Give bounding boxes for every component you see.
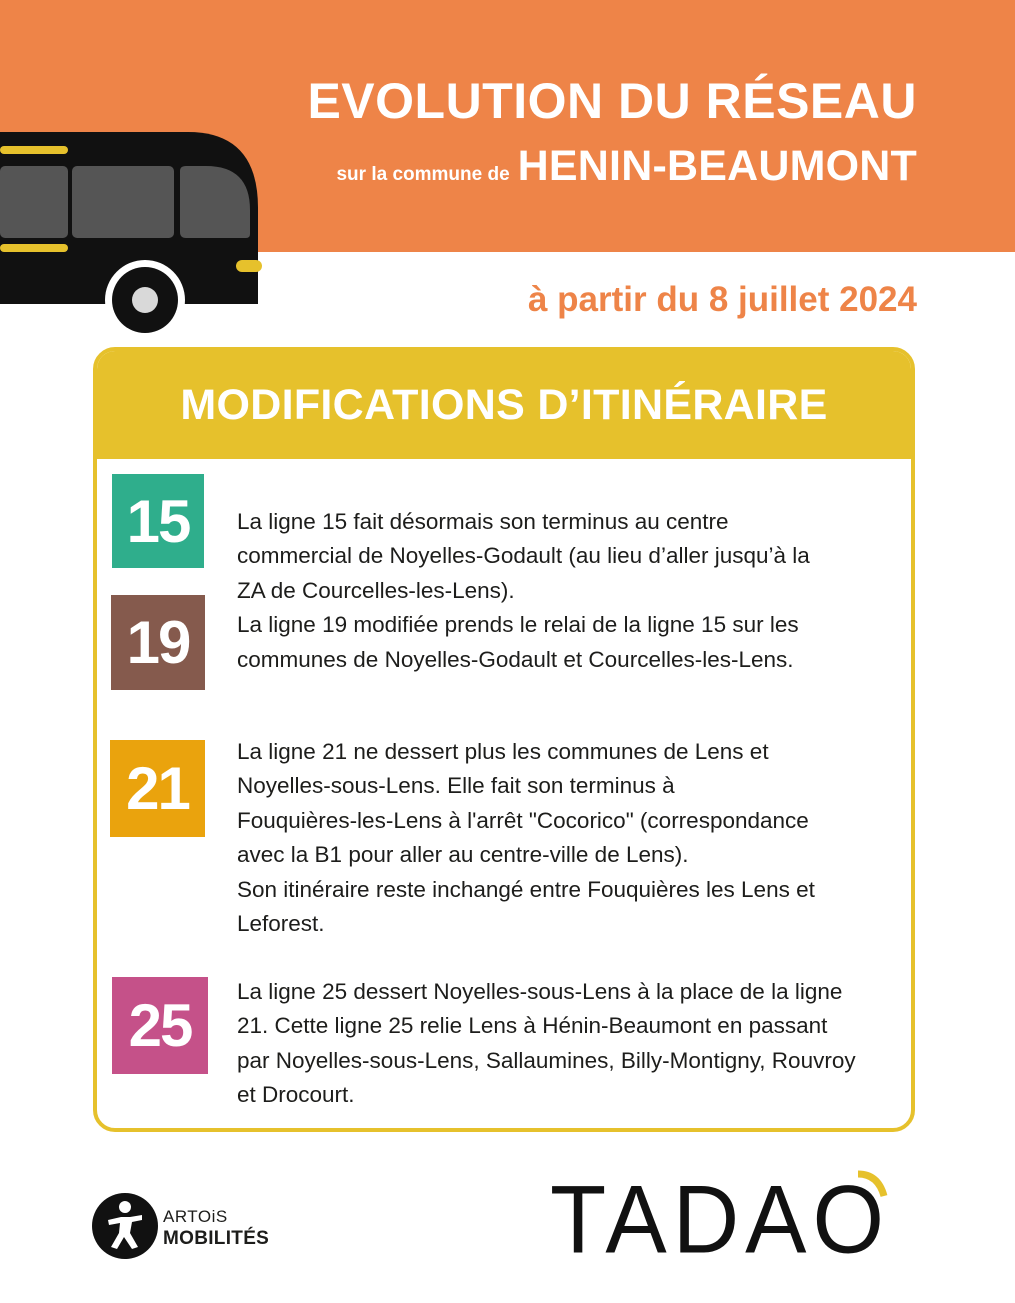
bus-icon <box>0 120 262 342</box>
page-title: EVOLUTION DU RÉSEAU <box>307 73 917 129</box>
paragraph-lines-15-19 <box>237 505 927 677</box>
text-line: avec la B1 pour aller au centre-ville de Lens). <box>237 842 689 868</box>
modifications-header <box>97 351 911 459</box>
mobilites-label: MOBILITÉS <box>163 1228 270 1249</box>
subtitle-prefix: sur la commune de <box>336 164 510 185</box>
text-line: La ligne 19 modifiée prends le relai de la ligne 15 sur les <box>237 612 799 638</box>
text-line: Son itinéraire reste inchangé entre Fouquières les Lens et <box>237 876 815 902</box>
line-number: 15 <box>126 487 190 555</box>
line-number: 19 <box>126 609 190 676</box>
paragraph-line-21 <box>237 735 927 941</box>
text-line: Fouquières-les-Lens à l'arrêt "Cocorico" (correspondance <box>237 807 809 833</box>
text-line: ZA de Courcelles-les-Lens). <box>237 577 515 603</box>
start-date: à partir du 8 juillet 2024 <box>527 280 917 319</box>
modifications-title: MODIFICATIONS D’ITINÉRAIRE <box>180 380 828 429</box>
text-line: commercial de Noyelles-Godault (au lieu d’aller jusqu’à la <box>237 543 810 569</box>
line-number: 21 <box>126 755 189 822</box>
text-line: La ligne 25 dessert Noyelles-sous-Lens à la place de la ligne <box>237 979 843 1004</box>
tadao-accent-mark <box>852 1168 892 1208</box>
page-subtitle <box>336 142 917 191</box>
artois-label: ARTOiS <box>163 1207 228 1226</box>
text-line: La ligne 15 fait désormais son terminus au centre <box>237 509 729 534</box>
text-line: Noyelles-sous-Lens. Elle fait son terminus à <box>237 773 675 799</box>
line-number: 25 <box>128 992 192 1059</box>
text-line: communes de Noyelles-Godault et Courcelles-les-Lens. <box>237 646 794 672</box>
artois-mobilites-wordmark <box>163 1206 269 1250</box>
text-line: Leforest. <box>237 911 325 937</box>
line-badge-19 <box>111 595 205 690</box>
subtitle-city: HENIN-BEAUMONT <box>517 142 917 190</box>
tadao-logo: TADAO <box>550 1166 891 1274</box>
line-badge-21 <box>110 740 205 837</box>
line-badge-15 <box>112 474 204 568</box>
paragraph-line-25 <box>237 975 927 1113</box>
text-line: et Drocourt. <box>237 1082 355 1108</box>
text-line: 21. Cette ligne 25 relie Lens à Hénin-Beaumont en passant <box>237 1013 828 1039</box>
line-badge-25 <box>112 977 208 1074</box>
artois-mobilites-logo-icon <box>92 1193 158 1259</box>
text-line: par Noyelles-sous-Lens, Sallaumines, Billy-Montigny, Rouvroy <box>237 1047 856 1073</box>
text-line: La ligne 21 ne dessert plus les communes de Lens et <box>237 739 769 764</box>
